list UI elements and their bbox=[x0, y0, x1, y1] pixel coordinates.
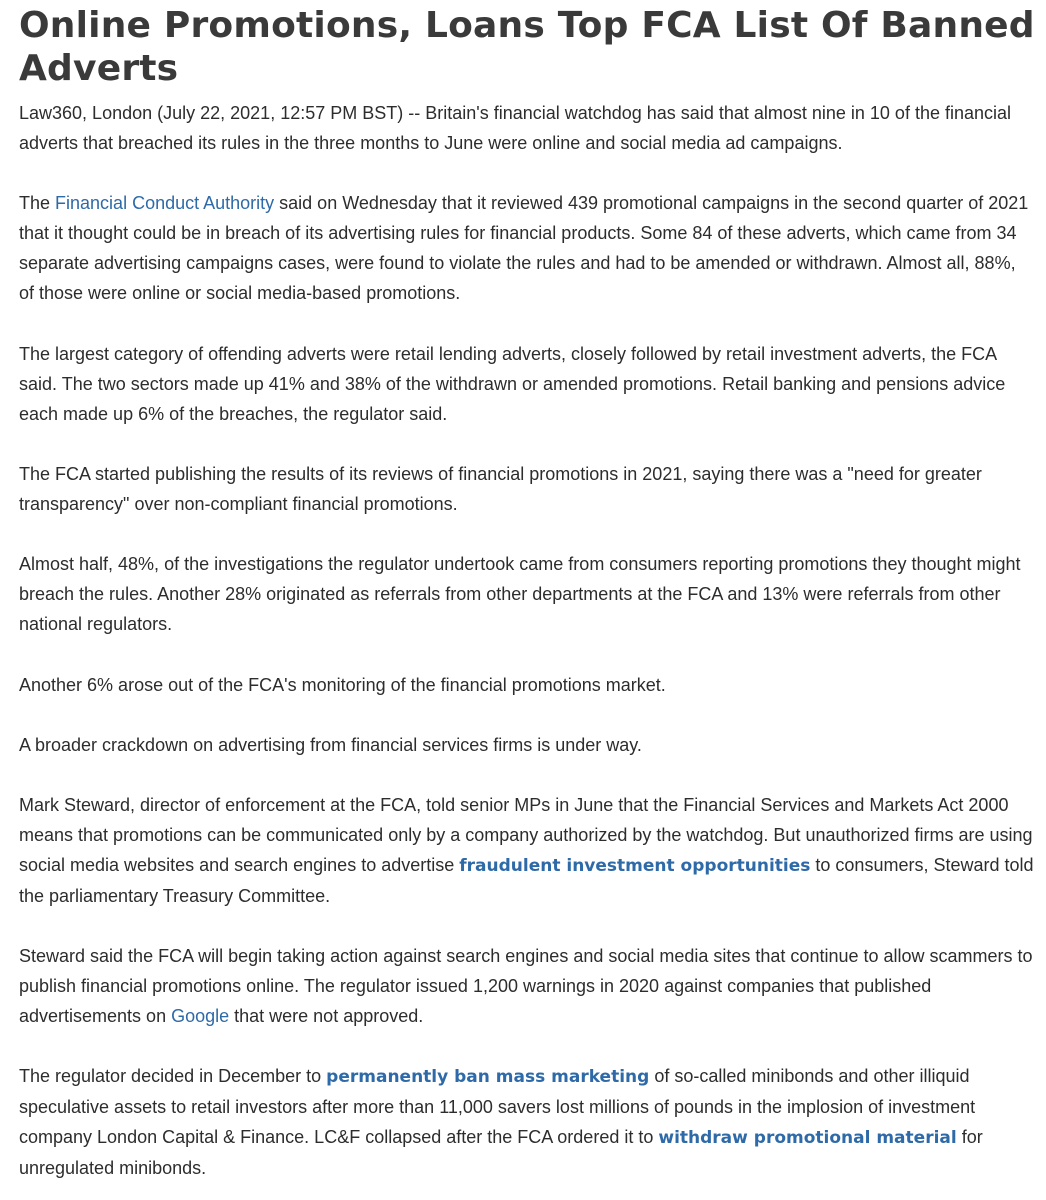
link-permanently-ban-mass-marketing[interactable]: permanently ban mass marketing bbox=[326, 1067, 650, 1087]
paragraph-10-text-middle: of so-called minibonds and other illiquid speculative assets to retail investors after more than 11,000 savers lost millions of pounds in the implosion of investment company London Capital & Finance. LC&F collapsed after the FCA ordered it to bbox=[19, 1066, 976, 1147]
article bbox=[19, 4, 1035, 1178]
paragraph-2-text-start: The bbox=[19, 193, 56, 213]
paragraph-10-text-end: for unregulated minibonds. bbox=[19, 1127, 983, 1178]
paragraph-2-text-end: said on Wednesday that it reviewed 439 promotional campaigns in the second quarter of 2021 that it thought could be in breach of its advertising rules for financial products. Some 84 of these adverts, which came from 34 separate advertising campaigns cases, were found to violate the rules and had to be amended or withdrawn. Almost all, 88%, of those were online or social media-based promotions. bbox=[19, 193, 1029, 303]
paragraph-1: Law360, London (July 22, 2021, 12:57 PM BST) -- Britain's financial watchdog has said that almost nine in 10 of the financial adverts that breached its rules in the three months to June were online and social media ad campaigns. bbox=[19, 103, 1012, 153]
paragraph-8 bbox=[19, 790, 1035, 911]
link-withdraw-promotional-material[interactable]: withdraw promotional material bbox=[658, 1128, 957, 1148]
paragraph-2 bbox=[19, 188, 1035, 308]
paragraph-8-text-start: Mark Steward, director of enforcement at the FCA, told senior MPs in June that the Financial Services and Markets Act 2000 means that promotions can be communicated only by a company authorized by the watchdog. But unauthorized firms are using social media websites and search engines to advertise bbox=[19, 795, 1033, 875]
paragraph-9-text-start: Steward said the FCA will begin taking action against search engines and social media sites that continue to allow scammers to publish financial promotions online. The regulator issued 1,200 warnings in 2020 against companies that published advertisements on bbox=[19, 946, 1033, 1026]
article-headline: Online Promotions, Loans Top FCA List Of Banned Adverts bbox=[19, 5, 1035, 89]
paragraph-9 bbox=[19, 941, 1035, 1031]
paragraph-9-text-end: that were not approved. bbox=[229, 1006, 424, 1026]
paragraph-7: A broader crackdown on advertising from financial services firms is under way. bbox=[19, 735, 642, 755]
paragraph-10 bbox=[19, 1061, 1035, 1183]
paragraph-5: Almost half, 48%, of the investigations the regulator undertook came from consumers reporting promotions they thought might breach the rules. Another 28% originated as referrals from other departments at the FCA and 13% were referrals from other national regulators. bbox=[19, 554, 1021, 634]
link-financial-conduct-authority[interactable]: Financial Conduct Authority bbox=[55, 193, 275, 213]
paragraph-10-text-start: The regulator decided in December to bbox=[19, 1066, 327, 1086]
link-fraudulent-investment-opportunities[interactable]: fraudulent investment opportunities bbox=[459, 856, 811, 876]
link-google[interactable]: Google bbox=[171, 1006, 230, 1026]
paragraph-3: The largest category of offending adverts were retail lending adverts, closely followed by retail investment adverts, the FCA said. The two sectors made up 41% and 38% of the withdrawn or amended promotions. Retail banking and pensions advice each made up 6% of the breaches, the regulator said. bbox=[19, 344, 1006, 424]
paragraph-8-text-end: to consumers, Steward told the parliamentary Treasury Committee. bbox=[19, 855, 1034, 906]
paragraph-4: The FCA started publishing the results of its reviews of financial promotions in 2021, saying there was a "need for greater transparency" over non-compliant financial promotions. bbox=[19, 464, 982, 514]
paragraph-6: Another 6% arose out of the FCA's monitoring of the financial promotions market. bbox=[19, 675, 666, 695]
